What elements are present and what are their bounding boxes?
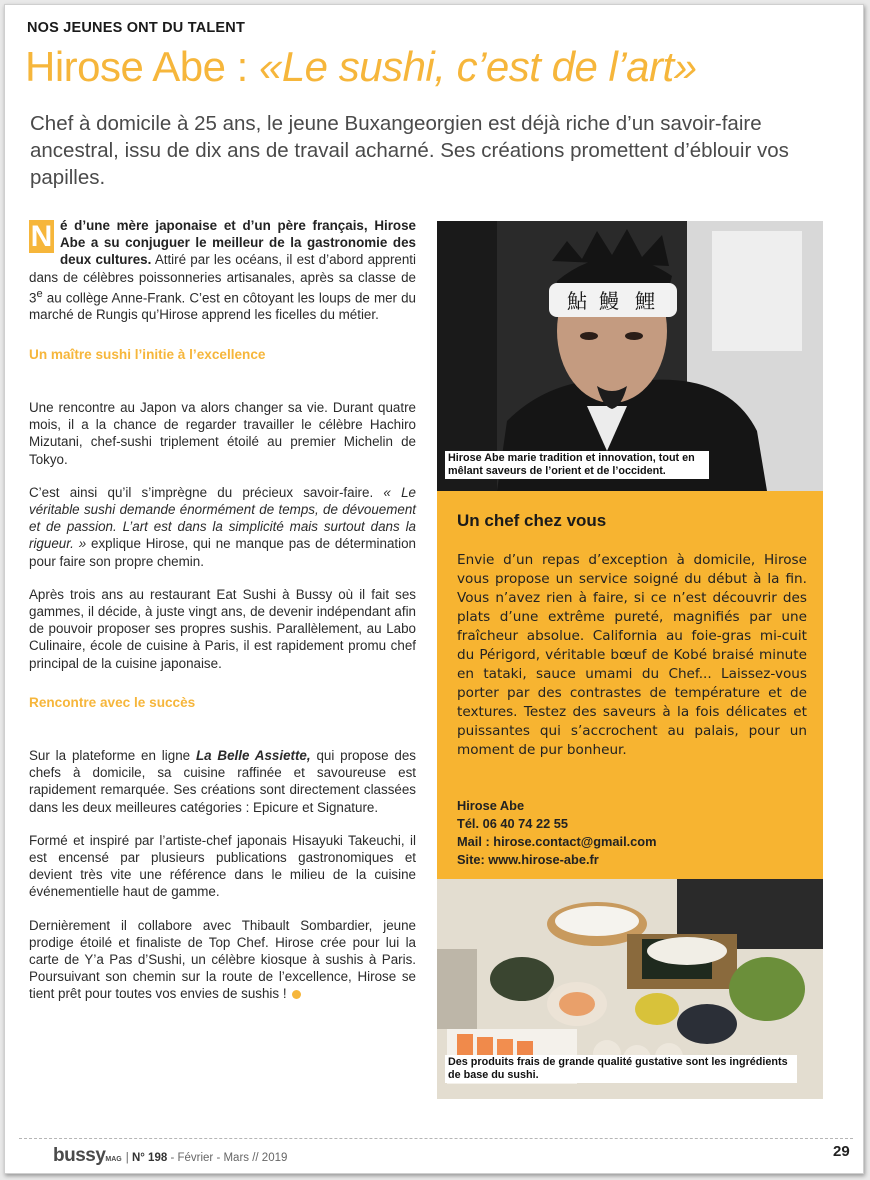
issue-number: N° 198 <box>131 1152 168 1164</box>
headband-kanji-2: 鰻 <box>599 289 619 313</box>
magazine-logo-suffix: MAG <box>105 1156 122 1163</box>
subheading-excellence: Un maître sushi l’initie à l’excellence <box>29 346 266 362</box>
title-name: Hirose Abe : <box>25 43 259 90</box>
sushi-caption: Des produits frais de grande qualité gustative sont les ingrédients de base du sushi. <box>445 1055 797 1083</box>
article-standfirst: Chef à domicile à 25 ans, le jeune Buxangeorgien est déjà riche d’un savoir-faire ancestral, issu de dix ans de travail acharné. Ses créations promettent d’éblouir vos papilles. <box>30 112 789 189</box>
contact-phone: Tél. 06 40 74 22 55 <box>457 816 568 831</box>
box-text: Envie d’un repas d’exception à domicile, Hirose vous propose un service soigné du début à la fin. Vous n’avez rien à faire, si ce n’est découvrir des plats d’une extrême pureté, magnifiés par une fraîcheur absolue. California au foie-gras mi-cuit du Périgord, véritable bœuf de Kobé braisé minute en tataki, sauce umami du Chef... Laissez-vous porter par des contrastes de température et de textures. Testez des saveurs à la fois délicates et puissantes qui s’accrochent au palais, pour un moment de pur bonheur. <box>457 552 807 758</box>
platform-intro: Sur la plateforme en ligne <box>29 747 196 763</box>
platform-name: La Belle Assiette, <box>195 747 311 763</box>
magazine-logo: bussy <box>53 1145 106 1166</box>
contact-website: Site: www.hirose-abe.fr <box>457 852 599 867</box>
sushi-preparation-photo <box>437 879 823 1099</box>
contact-name: Hirose Abe <box>457 798 525 813</box>
issue-date: - Février - Mars // 2019 <box>167 1152 288 1164</box>
drop-cap: N <box>30 220 53 253</box>
box-title: Un chef chez vous <box>457 511 607 530</box>
chef-quote: « Le véritable sushi demande énormément de temps, de dévouement et de passion. L’art est dans la simplicité mais surtout dans la rigueur. » <box>29 484 416 552</box>
chef-at-home-box <box>437 491 823 879</box>
article-title <box>25 43 697 91</box>
headband-kanji-3: 鯉 <box>635 289 655 313</box>
end-mark-icon <box>292 990 301 999</box>
quote-intro: C’est ainsi qu’il s’imprègne du précieux savoir-faire. <box>29 484 384 500</box>
paragraph-takeuchi: Formé et inspiré par l’artiste-chef japonais Hisayuki Takeuchi, il est encensé par plusieurs publications gastronomiques et devient très vite une référence dans le milieu de la cuisine événementielle haut de gamme. <box>29 832 416 900</box>
paragraph-intro <box>29 217 416 324</box>
final-text: Dernièrement il collabore avec Thibault Sombardier, jeune prodige étoilé et finaliste de Top Chef. Hirose crée pour lui la carte de Y’a Pas d’Sushi, un célèbre kiosque à sushis à Paris. Poursuivant son chemin sur la route de l’excellence, Hirose se tient prêt pour toutes vos envies de sushis ! <box>29 917 416 1002</box>
contact-block <box>457 797 657 869</box>
intro-lead: é d’une mère japonaise et d’un père français, Hirose Abe a su conjuguer le meilleur de la gastronomie des deux cultures. <box>60 218 416 268</box>
article-body <box>29 217 416 1019</box>
section-kicker: NOS JEUNES ONT DU TALENT <box>27 20 246 36</box>
footer-divider <box>19 1138 853 1139</box>
intro-text: Attiré par les océans, il est d’abord apprenti dans de célèbres poissonneries artisanales, après sa classe de 3 <box>29 252 416 306</box>
subheading-success: Rencontre avec le succès <box>29 694 196 710</box>
page-number: 29 <box>833 1143 850 1160</box>
paragraph-quote <box>29 484 416 570</box>
paragraph-platform <box>29 747 416 816</box>
contact-email: Mail : hirose.contact@gmail.com <box>457 834 657 849</box>
headband-kanji-1: 鮎 <box>567 289 587 313</box>
platform-text: qui propose des chefs à domicile, sa cuisine raffinée et savoureuse est rapidement remarquée. Ses créations sont directement classées dans les deux meilleures catégories : Epicure et Signature. <box>29 747 416 815</box>
page-footer: bussyMAG | N° 198 - Février - Mars // 2019 <box>53 1145 288 1166</box>
portrait-caption: Hirose Abe marie tradition et innovation, tout en mêlant saveurs de l’orient et de l’occident. <box>445 451 709 479</box>
paragraph-eat-sushi: Après trois ans au restaurant Eat Sushi à Bussy où il fait ses gammes, il décide, à juste vingt ans, de devenir indépendant afin de pouvoir proposer ses propres sushis. Parallèlement, au Labo Culinaire, école de cuisine à Paris, il est rapidement promu chef principal de la cuisine japonaise. <box>29 586 416 671</box>
paragraph-sombardier <box>29 917 416 1003</box>
intro-sup: e <box>36 287 43 300</box>
quote-outro: explique Hirose, qui ne manque pas de détermination pour faire son propre chemin. <box>29 536 416 569</box>
title-quote: «Le sushi, c’est de l’art» <box>258 43 697 90</box>
paragraph-japan: Une rencontre au Japon va alors changer sa vie. Durant quatre mois, il a la chance de regarder travailler le célèbre Hachiro Mizutani, chef-sushi triplement étoilé au premier Michelin de Tokyo. <box>29 399 416 467</box>
intro-text-end: au collège Anne-Frank. C’est en côtoyant les loups de mer du marché de Rungis qu’Hirose apprend les ficelles du métier. <box>29 290 416 323</box>
chef-portrait-photo <box>437 221 823 491</box>
magazine-page <box>4 4 864 1174</box>
